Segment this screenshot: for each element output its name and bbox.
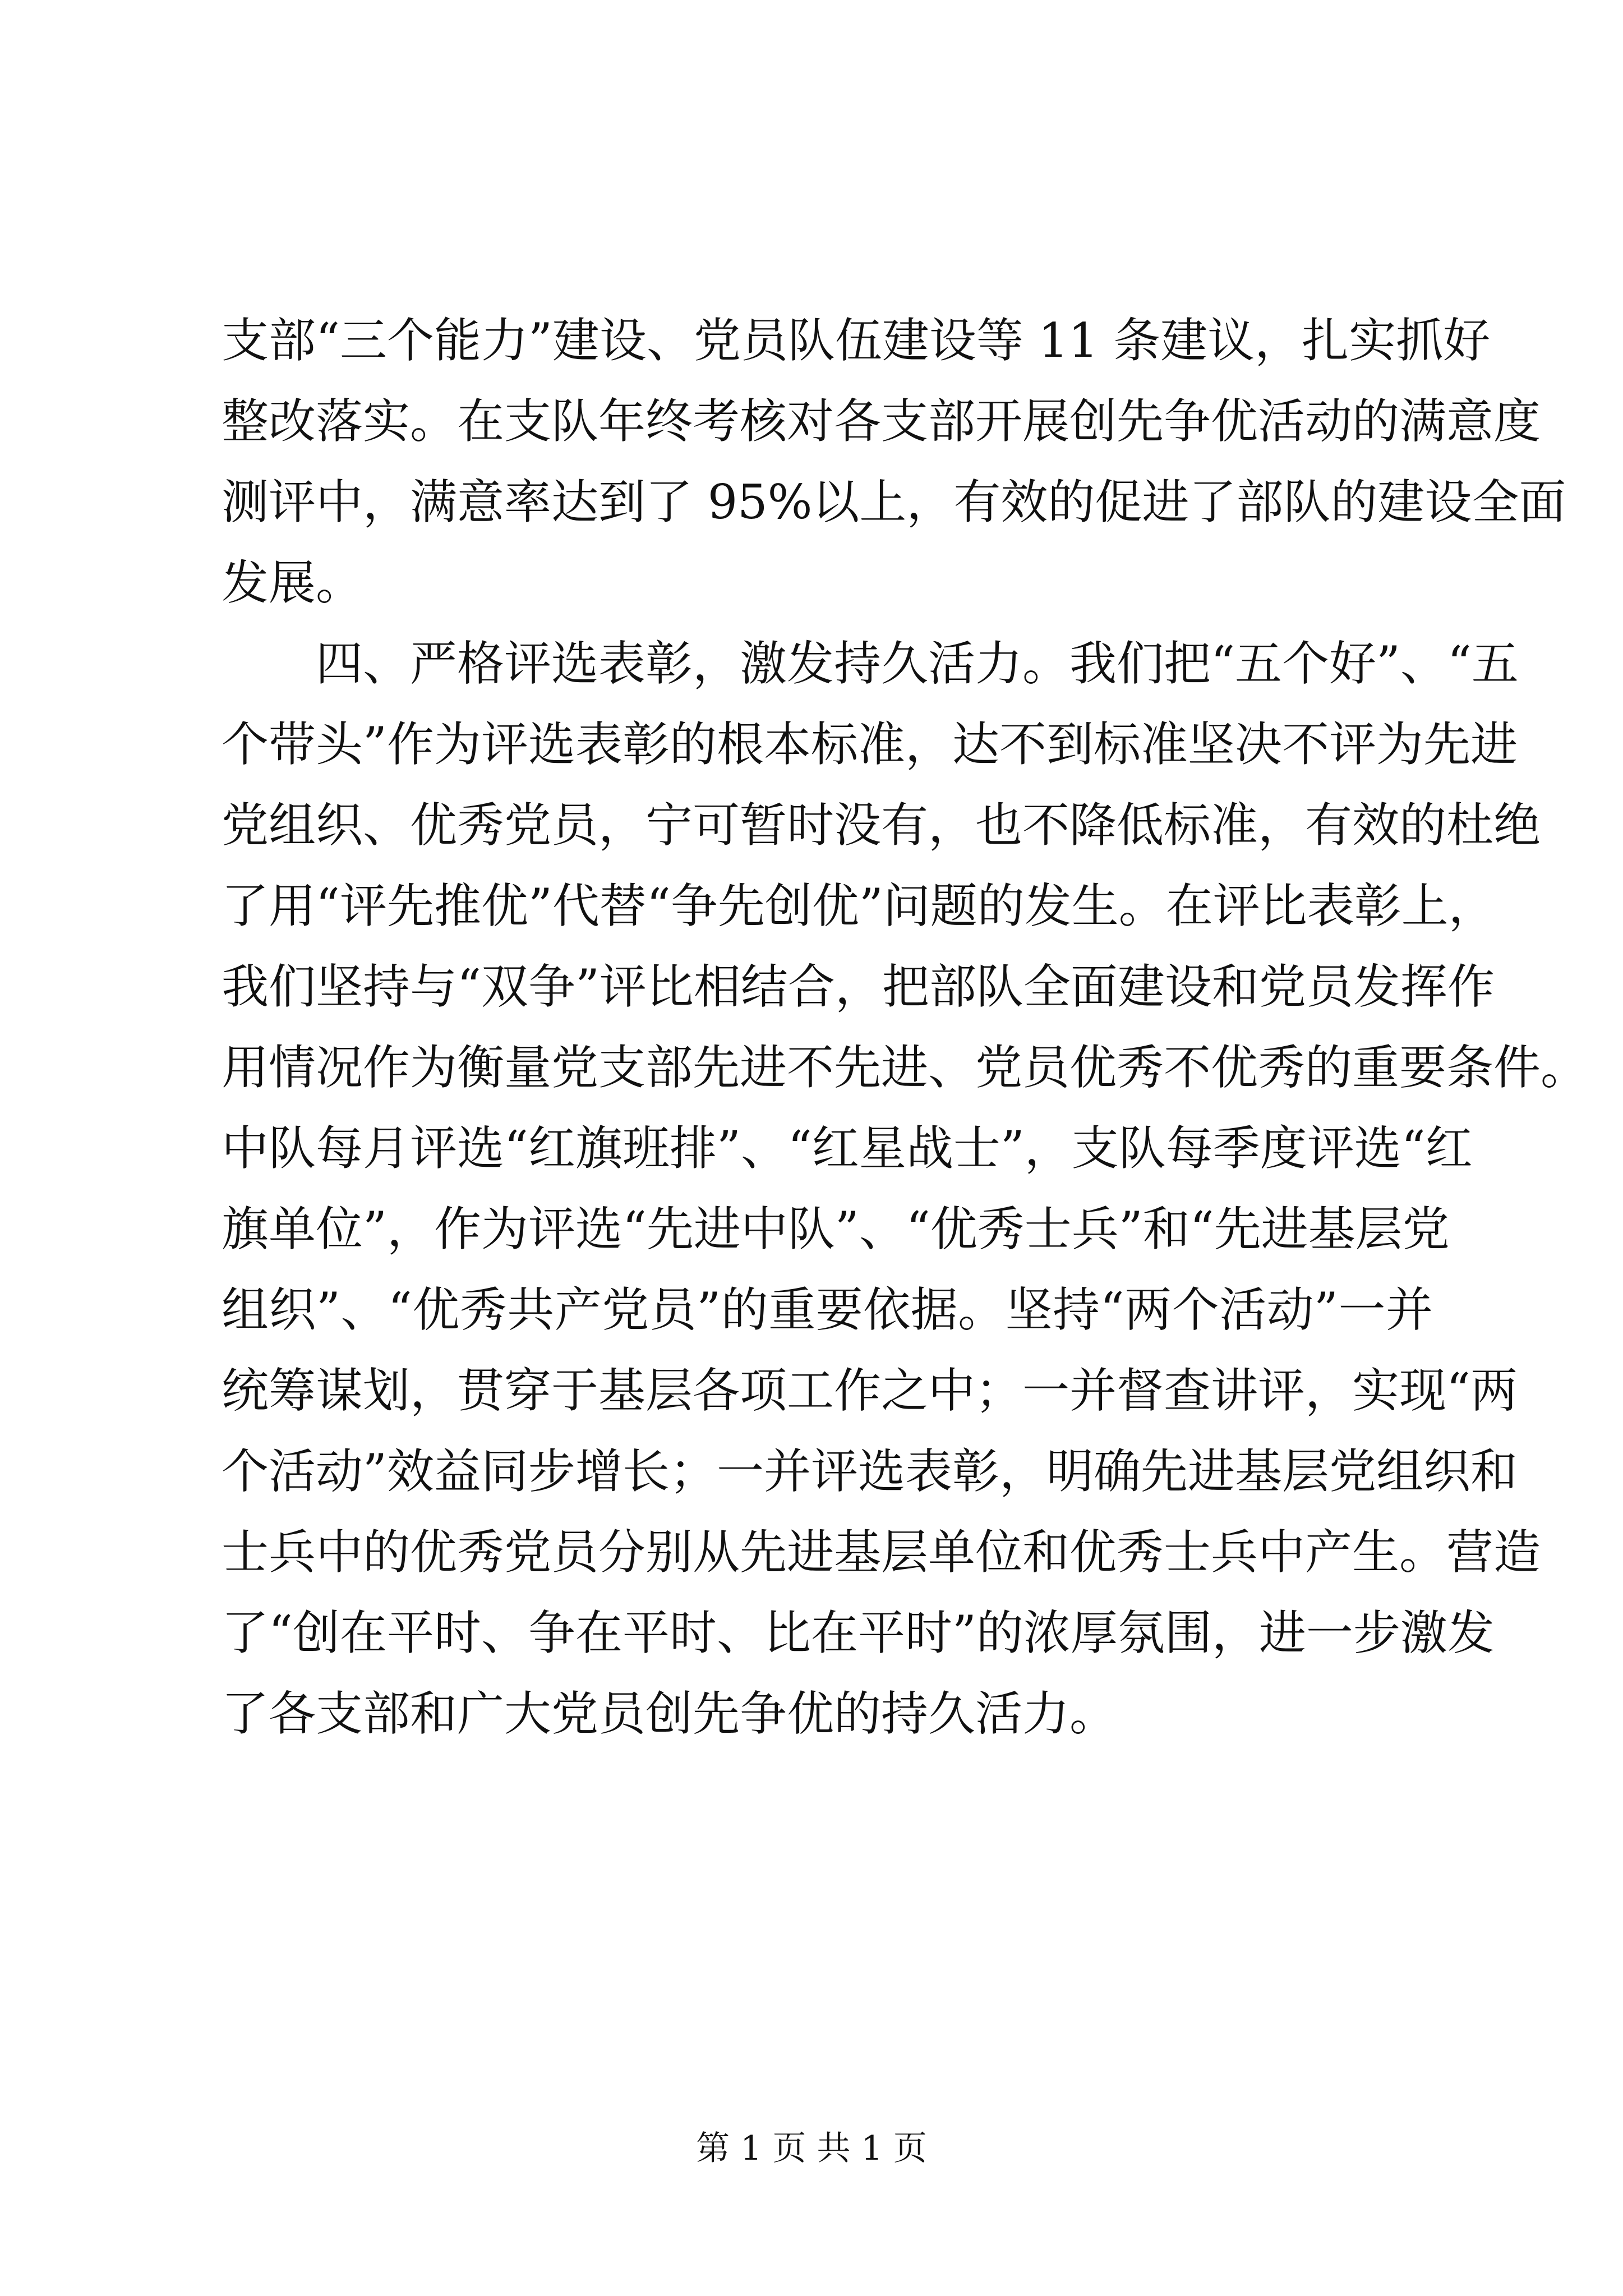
paragraph-2-line-3: 党组织、优秀党员，宁可暂时没有，也不降低标准，有效的杜绝 [222, 798, 1541, 853]
paragraph-2-line-8: 旗单位”，作为评选“先进中队”、“优秀士兵”和“先进基层党 [222, 1202, 1450, 1257]
paragraph-2-line-11: 个活动”效益同步增长；一并评选表彰，明确先进基层党组织和 [222, 1444, 1518, 1499]
paragraph-2-line-1: 四、严格评选表彰，激发持久活力。我们把“五个好”、“五 [316, 636, 1519, 691]
paragraph-1-line-3: 测评中，满意率达到了 95%以上，有效的促进了部队的建设全面 [222, 475, 1566, 530]
page-footer [0, 2126, 1623, 2171]
paragraph-1-line-1: 支部“三个能力”建设、党员队伍建设等 11 条建议，扎实抓好 [222, 313, 1491, 368]
paragraph-2-line-12: 士兵中的优秀党员分别从先进基层单位和优秀士兵中产生。营造 [222, 1525, 1541, 1580]
paragraph-2-line-5: 我们坚持与“双争”评比相结合，把部队全面建设和党员发挥作 [222, 959, 1495, 1014]
paragraph-2-line-7: 中队每月评选“红旗班排”、“红星战士”，支队每季度评选“红 [222, 1121, 1473, 1176]
paragraph-1-line-2: 整改落实。在支队年终考核对各支部开展创先争优活动的满意度 [222, 394, 1541, 449]
paragraph-2-line-14: 了各支部和广大党员创先争优的持久活力。 [222, 1686, 1117, 1741]
paragraph-2-line-6: 用情况作为衡量党支部先进不先进、党员优秀不优秀的重要条件。 [222, 1040, 1588, 1095]
paragraph-1-line-4: 发展。 [222, 555, 363, 610]
paragraph-2-line-4: 了用“评先推优”代替“争先创优”问题的发生。在评比表彰上， [222, 878, 1496, 933]
paragraph-2-line-10: 统筹谋划，贯穿于基层各项工作之中；一并督查讲评，实现“两 [222, 1363, 1518, 1418]
body-text [222, 300, 1588, 1754]
paragraph-2-line-13: 了“创在平时、争在平时、比在平时”的浓厚氛围，进一步激发 [222, 1605, 1495, 1660]
paragraph-2-line-9: 组织”、“优秀共产党员”的重要依据。坚持“两个活动”一并 [222, 1282, 1433, 1337]
page-number-label: 第 1 页 共 1 页 [696, 2129, 927, 2168]
paragraph-2-line-2: 个带头”作为评选表彰的根本标准，达不到标准坚决不评为先进 [222, 717, 1518, 772]
